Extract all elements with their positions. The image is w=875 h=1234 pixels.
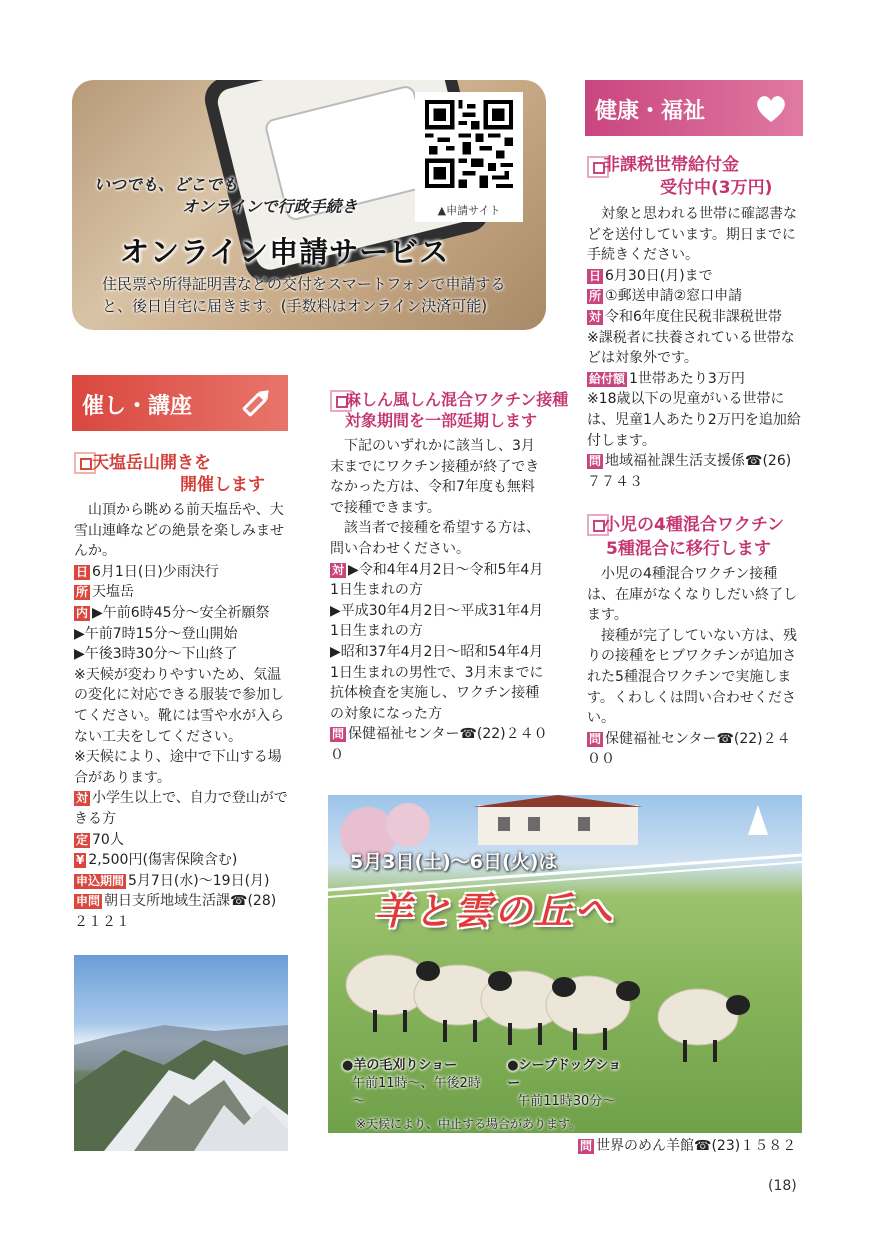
qr-code-box[interactable] <box>415 92 523 222</box>
event2-time: 午前11時30分～ <box>517 1094 616 1109</box>
pediatric-title-line1: 小児の4種混合ワクチン <box>603 515 784 535</box>
mountain-photo <box>74 955 288 1151</box>
benefit-place: ①郵送申請②窓口申請 <box>605 288 743 305</box>
mountain-content-1: ▶午前6時45分～安全祈願祭 <box>92 604 270 621</box>
pediatric-contact: 保健福祉センター☎(22)２４００ <box>587 730 791 768</box>
benefit-title-line1: 非課税世帯給付金 <box>603 155 739 175</box>
label-inquiry: 問 <box>580 1139 593 1153</box>
sheep-event-caption <box>342 1057 632 1133</box>
benefit-intro: 対象と思われる世帯に確認書などを送付しています。期日までに手続きください。 <box>587 206 797 264</box>
health-section-header <box>585 80 803 136</box>
sheep-event-date: 5月3日(土)～6日(火)は <box>350 851 558 873</box>
sheep-note: ※天候により、中止する場合があります。 <box>356 1117 582 1131</box>
banner-title: オンライン申請サービス <box>120 235 450 269</box>
sheep-contact: 世界のめん羊館☎(23)１５８２ <box>596 1138 797 1154</box>
benefit-date: 6月30日(月)まで <box>605 267 713 284</box>
qr-code-icon[interactable] <box>425 100 513 188</box>
banner-tagline-2: オンラインで行政手続き <box>182 197 358 216</box>
vaccine-target-3: ▶昭和37年4月2日～昭和54年4月1日生まれの男性で、3月末までに抗体検査を実施し、ワクチン接種の対象になった方 <box>330 643 544 722</box>
benefit-article-body <box>587 204 803 492</box>
page-number: (18) <box>768 1178 797 1194</box>
qr-label: ▲申請サイト <box>437 204 501 217</box>
label-apply-period: 申込期間 <box>76 873 125 888</box>
label-capacity: 定 <box>76 832 89 847</box>
mountain-target: 小学生以上で、自力で登山ができる方 <box>74 790 288 827</box>
label-place: 所 <box>76 585 89 600</box>
label-content: 内 <box>76 605 89 620</box>
label-inquiry: 問 <box>589 454 602 469</box>
events-section-title: 催し・講座 <box>82 394 193 419</box>
vaccine-title-line2: 対象期間を一部延期します <box>345 411 538 430</box>
label-apply-inquiry: 申問 <box>76 894 101 909</box>
vaccine-contact: 保健福祉センター☎(22)２４００ <box>330 726 548 763</box>
pediatric-para1: 小児の4種混合ワクチン接種は、在庫がなくなりしだい終了します。 <box>587 566 797 624</box>
benefit-target: 令和6年度住民税非課税世帯 <box>605 308 782 325</box>
label-date: 日 <box>589 268 602 283</box>
mountain-landscape-image <box>74 955 288 1151</box>
mountain-title-line1: 天塩岳山開きを <box>92 453 211 473</box>
benefit-contact: 地域福祉課生活支援係☎(26)７７４３ <box>587 453 792 490</box>
mountain-fee: 2,500円(傷害保険含む) <box>88 852 238 869</box>
label-target: 対 <box>589 309 602 324</box>
vaccine-para1: 下記のいずれかに該当し、3月末までにワクチン接種が終了できなかった方は、令和7年度も無料で接種できます。 <box>330 438 540 516</box>
label-fee: ¥ <box>76 853 85 868</box>
banner-description: 住民票や所得証明書などの交付をスマートフォンで申請すると、後日自宅に届きます。(手数料はオンライン決済可能) <box>102 275 506 315</box>
banner-tagline-1: いつでも、どこでも <box>94 175 239 194</box>
vaccine-target-1: ▶令和4年4月2日～令和5年4月1日生まれの方 <box>330 561 544 599</box>
event2-name: ●シープドッグショー <box>507 1058 622 1091</box>
online-service-banner <box>72 80 546 330</box>
label-inquiry: 問 <box>589 731 602 746</box>
benefit-title-line2: 受付中(3万円) <box>660 178 773 198</box>
mountain-title-line2: 開催します <box>180 475 265 495</box>
vaccine-para2: 該当者で接種を希望する方は、問い合わせください。 <box>330 520 540 557</box>
mountain-article-body <box>74 500 290 932</box>
heart-icon <box>751 88 791 128</box>
benefit-amount: 1世帯あたり3万円 <box>629 370 745 387</box>
label-place: 所 <box>589 289 602 304</box>
mountain-date: 6月1日(日)少雨決行 <box>92 563 219 580</box>
label-target: 対 <box>76 791 89 806</box>
sheep-event-photo <box>328 795 802 1133</box>
sheep-event-title: 羊と雲の丘へ <box>374 889 615 933</box>
benefit-target-note: ※課税者に扶養されている世帯などは対象外です。 <box>587 329 795 367</box>
mountain-apply-period: 5月7日(水)～19日(月) <box>128 872 270 889</box>
health-section-title: 健康・福祉 <box>595 99 706 124</box>
event1-name: ●羊の毛刈りショー <box>342 1058 458 1073</box>
events-section-header <box>72 375 288 431</box>
sheep-contact-line <box>578 1136 796 1157</box>
mountain-capacity: 70人 <box>92 831 124 848</box>
vaccine-title-line1: 麻しん風しん混合ワクチン接種 <box>345 390 569 409</box>
label-benefit-amount: 給付額 <box>589 371 626 386</box>
mountain-content-3: ▶午後3時30分～下山終了 <box>74 646 238 663</box>
pediatric-article-body <box>587 564 803 770</box>
mountain-place: 天塩岳 <box>92 584 135 601</box>
label-date: 日 <box>76 564 89 579</box>
pediatric-para2: 接種が完了していない方は、残りの接種をヒブワクチンが追加された5種混合ワクチンで実施します。くわしくは問い合わせください。 <box>587 627 797 727</box>
benefit-amount-note: ※18歳以下の児童がいる世帯には、児童1人あたり2万円を追加給付します。 <box>587 391 801 449</box>
label-inquiry: 問 <box>332 727 345 742</box>
vaccine-target-2: ▶平成30年4月2日～平成31年4月1日生まれの方 <box>330 602 544 640</box>
mountain-note-2: ※天候により、途中で下山する場合があります。 <box>74 749 282 786</box>
mountain-contact: 朝日支所地域生活課☎(28)２１２１ <box>74 893 277 930</box>
vaccine-article-body <box>330 436 548 766</box>
mountain-content-2: ▶午前7時15分～登山開始 <box>74 625 238 642</box>
event1-time: 午前11時～、午後2時～ <box>352 1076 481 1109</box>
pediatric-title-line2: 5種混合に移行します <box>606 539 771 559</box>
pencil-icon <box>236 383 276 423</box>
mountain-note-1: ※天候が変わりやすいため、気温の変化に対応できる服装で参加してください。靴には雪や水が入らない工夫をしてください。 <box>74 666 284 745</box>
label-target: 対 <box>332 562 345 577</box>
mountain-intro: 山頂から眺める前天塩岳や、大雪山連峰などの絶景を楽しみませんか。 <box>74 502 284 560</box>
